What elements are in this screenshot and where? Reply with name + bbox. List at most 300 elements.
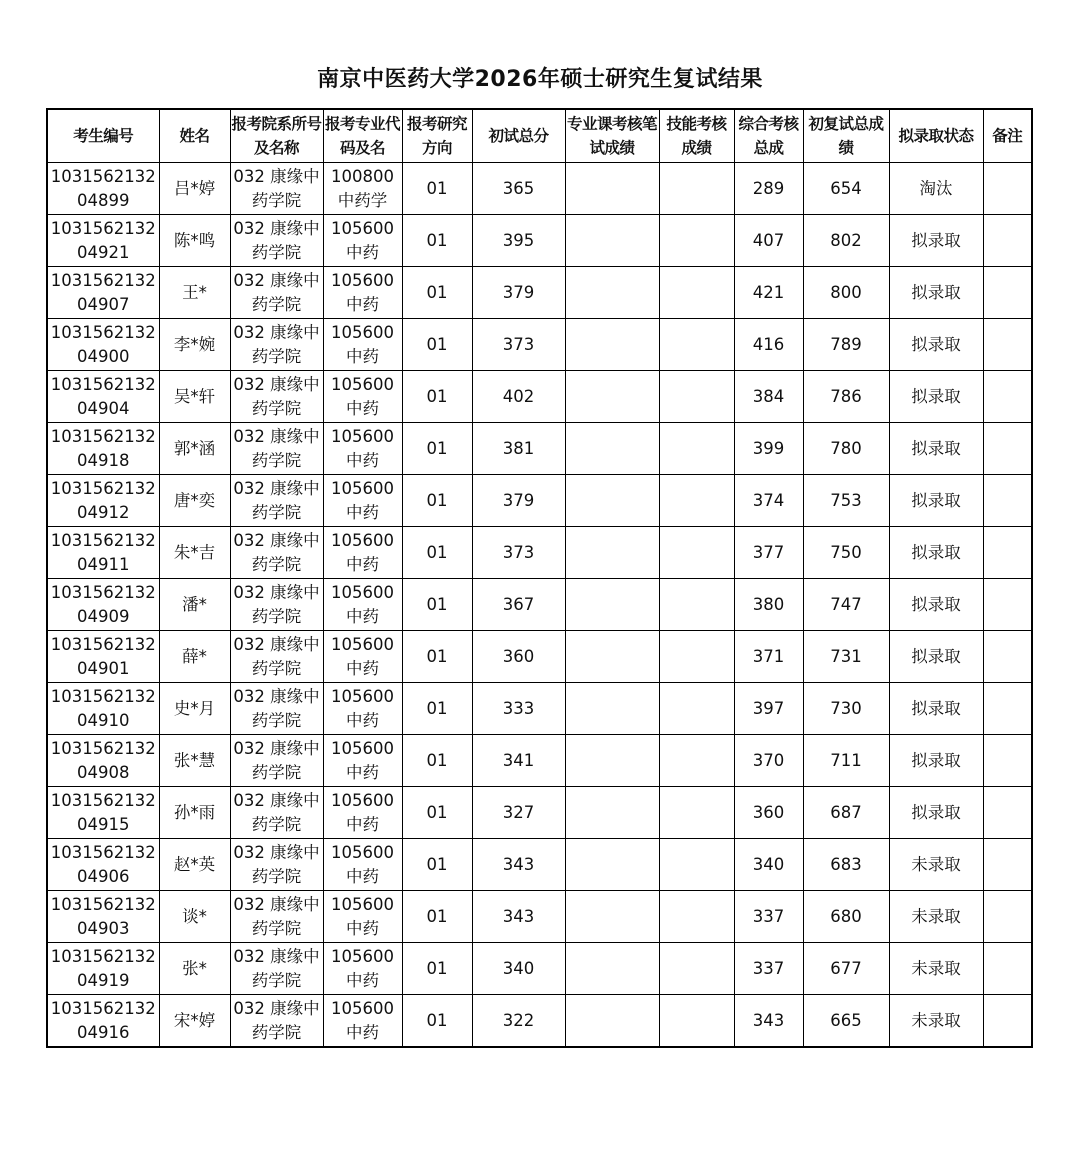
admission-status-cell [889,319,983,371]
major-cell-text-1: 105600 [331,842,394,862]
exam-id-cell [47,735,159,787]
total-score-cell-text: 711 [830,750,862,770]
direction-cell-text: 01 [426,646,448,666]
exam-id-cell-text-2: 04918 [77,450,130,470]
major-cell-text-2: 中药 [346,814,379,834]
admission-status-cell-text: 拟录取 [911,594,961,614]
exam-id-cell-text-1: 1031562132 [50,270,156,290]
table-row [47,475,1032,527]
comprehensive-score-cell [734,839,803,891]
admission-status-cell [889,995,983,1048]
skill-score-cell [659,631,734,683]
major-cell [323,995,402,1048]
direction-cell [402,683,472,735]
exam-id-cell [47,475,159,527]
comprehensive-score-cell-text: 374 [752,490,785,510]
written-score-cell [565,683,659,735]
table-row [47,163,1032,215]
header-remark [983,109,1032,163]
name-cell-text: 张*慧 [173,750,216,770]
header-comprehensive-score-label: 综合考核总成 [738,115,799,157]
admission-status-cell-text: 未录取 [911,854,961,874]
department-cell-text-2: 药学院 [251,606,302,626]
header-row [47,109,1032,163]
direction-cell-text: 01 [426,854,448,874]
remark-cell [983,839,1032,891]
total-score-cell [803,475,889,527]
prelim-score-cell [472,527,565,579]
skill-score-cell [659,371,734,423]
skill-score-cell [659,943,734,995]
major-cell-text-2: 中药 [346,866,379,886]
major-cell-text-1: 105600 [331,374,394,394]
direction-cell-text: 01 [426,230,448,250]
header-written-score-label: 专业课考核笔试成绩 [566,115,657,157]
admission-status-cell [889,215,983,267]
written-score-cell [565,995,659,1048]
department-cell-text-1: 032 康缘中 [233,270,320,290]
name-cell [159,787,230,839]
exam-id-cell-text-2: 04900 [77,346,130,366]
department-cell-text-1: 032 康缘中 [233,218,320,238]
exam-id-cell [47,631,159,683]
department-cell [230,423,323,475]
comprehensive-score-cell [734,943,803,995]
direction-cell-text: 01 [426,282,448,302]
written-score-cell [565,735,659,787]
exam-id-cell-text-2: 04899 [77,190,130,210]
comprehensive-score-cell-text: 397 [752,698,785,718]
prelim-score-cell-text: 373 [502,334,535,354]
prelim-score-cell [472,579,565,631]
admission-status-cell-text: 拟录取 [911,334,961,354]
comprehensive-score-cell [734,787,803,839]
name-cell-text: 谈* [182,906,207,926]
exam-id-cell-text-2: 04908 [77,762,130,782]
comprehensive-score-cell [734,319,803,371]
department-cell [230,579,323,631]
total-score-cell [803,891,889,943]
table-row [47,215,1032,267]
major-cell [323,787,402,839]
remark-cell [983,735,1032,787]
exam-id-cell-text-1: 1031562132 [50,582,156,602]
comprehensive-score-cell-text: 360 [752,802,785,822]
comprehensive-score-cell-text: 380 [752,594,785,614]
comprehensive-score-cell [734,423,803,475]
exam-id-cell [47,423,159,475]
total-score-cell [803,839,889,891]
major-cell-text-1: 105600 [331,738,394,758]
admission-status-cell [889,787,983,839]
comprehensive-score-cell-text: 384 [752,386,785,406]
direction-cell [402,371,472,423]
major-cell-text-1: 105600 [331,894,394,914]
table-header [47,109,1032,163]
department-cell-text-2: 药学院 [251,814,302,834]
written-score-cell [565,423,659,475]
admission-status-cell [889,839,983,891]
exam-id-cell [47,163,159,215]
major-cell [323,215,402,267]
written-score-cell [565,163,659,215]
major-cell [323,943,402,995]
exam-id-cell-text-2: 04909 [77,606,130,626]
direction-cell-text: 01 [426,1010,448,1030]
department-cell-text-1: 032 康缘中 [233,426,320,446]
remark-cell [983,631,1032,683]
total-score-cell [803,735,889,787]
remark-cell [983,527,1032,579]
prelim-score-cell [472,371,565,423]
written-score-cell [565,579,659,631]
major-cell-text-2: 中药 [346,450,379,470]
skill-score-cell [659,423,734,475]
header-remark-label: 备注 [992,127,1023,145]
major-cell [323,423,402,475]
header-total-score [803,109,889,163]
name-cell-text: 张* [182,958,207,978]
comprehensive-score-cell [734,579,803,631]
written-score-cell [565,527,659,579]
name-cell [159,423,230,475]
major-cell-text-2: 中药 [346,502,379,522]
name-cell [159,631,230,683]
direction-cell [402,475,472,527]
total-score-cell [803,943,889,995]
total-score-cell-text: 680 [830,906,862,926]
direction-cell-text: 01 [426,750,448,770]
name-cell-text: 郭*涵 [173,438,216,458]
major-cell [323,579,402,631]
skill-score-cell [659,683,734,735]
exam-id-cell-text-2: 04904 [77,398,130,418]
header-admission-status-label: 拟录取状态 [898,127,974,145]
name-cell-text: 吴*轩 [173,386,216,406]
admission-status-cell-text: 拟录取 [911,646,961,666]
name-cell-text: 朱*吉 [173,542,216,562]
header-prelim-score-label: 初试总分 [488,127,549,145]
written-score-cell [565,215,659,267]
remark-cell [983,787,1032,839]
prelim-score-cell [472,215,565,267]
header-skill-score [659,109,734,163]
exam-id-cell-text-1: 1031562132 [50,426,156,446]
exam-id-cell-text-2: 04912 [77,502,130,522]
prelim-score-cell [472,683,565,735]
department-cell [230,683,323,735]
exam-id-cell-text-2: 04903 [77,918,130,938]
major-cell-text-2: 中药 [346,658,379,678]
remark-cell [983,995,1032,1048]
admission-status-cell [889,631,983,683]
comprehensive-score-cell-text: 337 [752,906,785,926]
department-cell [230,735,323,787]
header-direction-label: 报考研究方向 [406,115,467,157]
major-cell-text-1: 105600 [331,218,394,238]
direction-cell-text: 01 [426,802,448,822]
direction-cell [402,631,472,683]
direction-cell [402,267,472,319]
written-score-cell [565,787,659,839]
department-cell-text-1: 032 康缘中 [233,634,320,654]
major-cell-text-1: 100800 [331,166,394,186]
total-score-cell-text: 750 [830,542,862,562]
name-cell [159,579,230,631]
comprehensive-score-cell [734,215,803,267]
department-cell [230,839,323,891]
department-cell-text-1: 032 康缘中 [233,374,320,394]
written-score-cell [565,943,659,995]
major-cell-text-2: 中药 [346,242,379,262]
header-name [159,109,230,163]
admission-status-cell [889,371,983,423]
major-cell [323,631,402,683]
header-department-label: 报考院系所号及名称 [231,115,322,157]
department-cell-text-1: 032 康缘中 [233,166,320,186]
exam-id-cell-text-1: 1031562132 [50,686,156,706]
comprehensive-score-cell [734,371,803,423]
prelim-score-cell-text: 340 [502,958,535,978]
table-row [47,371,1032,423]
prelim-score-cell [472,943,565,995]
skill-score-cell [659,267,734,319]
comprehensive-score-cell-text: 371 [752,646,785,666]
department-cell-text-1: 032 康缘中 [233,790,320,810]
header-exam-id-label: 考生编号 [73,127,134,145]
department-cell [230,891,323,943]
table-row [47,579,1032,631]
department-cell [230,943,323,995]
exam-id-cell [47,371,159,423]
prelim-score-cell-text: 379 [502,282,535,302]
exam-id-cell [47,683,159,735]
major-cell-text-2: 中药学 [337,190,388,210]
exam-id-cell-text-2: 04921 [77,242,130,262]
total-score-cell-text: 654 [830,178,862,198]
direction-cell [402,579,472,631]
remark-cell [983,371,1032,423]
direction-cell [402,891,472,943]
written-score-cell [565,319,659,371]
department-cell [230,787,323,839]
major-cell [323,371,402,423]
remark-cell [983,423,1032,475]
name-cell [159,891,230,943]
table-row [47,787,1032,839]
exam-id-cell-text-2: 04916 [77,1022,130,1042]
header-written-score [565,109,659,163]
header-department [230,109,323,163]
direction-cell [402,787,472,839]
total-score-cell [803,423,889,475]
direction-cell [402,735,472,787]
admission-status-cell [889,423,983,475]
total-score-cell-text: 802 [830,230,862,250]
comprehensive-score-cell-text: 377 [752,542,785,562]
skill-score-cell [659,787,734,839]
total-score-cell [803,787,889,839]
comprehensive-score-cell-text: 337 [752,958,785,978]
remark-cell [983,267,1032,319]
remark-cell [983,215,1032,267]
direction-cell-text: 01 [426,178,448,198]
prelim-score-cell [472,319,565,371]
department-cell-text-1: 032 康缘中 [233,998,320,1018]
total-score-cell [803,579,889,631]
major-cell-text-2: 中药 [346,762,379,782]
department-cell-text-2: 药学院 [251,1022,302,1042]
remark-cell [983,683,1032,735]
department-cell-text-2: 药学院 [251,190,302,210]
admission-status-cell-text: 淘汰 [919,178,953,198]
name-cell-text: 李*婉 [173,334,216,354]
department-cell-text-1: 032 康缘中 [233,582,320,602]
major-cell-text-2: 中药 [346,554,379,574]
written-score-cell [565,371,659,423]
prelim-score-cell [472,995,565,1048]
admission-status-cell-text: 拟录取 [911,542,961,562]
name-cell [159,371,230,423]
department-cell-text-2: 药学院 [251,294,302,314]
table-row [47,527,1032,579]
written-score-cell [565,267,659,319]
direction-cell-text: 01 [426,334,448,354]
header-skill-score-label: 技能考核成绩 [666,115,727,157]
direction-cell [402,319,472,371]
direction-cell [402,527,472,579]
direction-cell [402,215,472,267]
direction-cell-text: 01 [426,490,448,510]
department-cell-text-1: 032 康缘中 [233,478,320,498]
direction-cell-text: 01 [426,386,448,406]
department-cell [230,631,323,683]
header-name-label: 姓名 [179,127,210,145]
total-score-cell [803,527,889,579]
exam-id-cell [47,995,159,1048]
admission-status-cell-text: 拟录取 [911,282,961,302]
total-score-cell-text: 665 [830,1010,862,1030]
exam-id-cell [47,787,159,839]
prelim-score-cell [472,735,565,787]
admission-status-cell [889,683,983,735]
exam-id-cell [47,891,159,943]
header-admission-status [889,109,983,163]
total-score-cell-text: 731 [830,646,862,666]
header-major-label: 报考专业代码及名 [324,115,400,157]
major-cell [323,891,402,943]
skill-score-cell [659,475,734,527]
table-body [47,163,1032,1048]
department-cell-text-2: 药学院 [251,866,302,886]
major-cell-text-1: 105600 [331,790,394,810]
prelim-score-cell-text: 341 [502,750,535,770]
prelim-score-cell-text: 333 [502,698,535,718]
results-table [46,108,1033,1048]
department-cell-text-1: 032 康缘中 [233,686,320,706]
written-score-cell [565,891,659,943]
major-cell [323,527,402,579]
name-cell [159,319,230,371]
page-title: 南京中医药大学2026年硕士研究生复试结果 [317,67,763,92]
department-cell-text-2: 药学院 [251,450,302,470]
prelim-score-cell-text: 367 [502,594,535,614]
name-cell-text: 赵*英 [173,854,216,874]
exam-id-cell [47,943,159,995]
skill-score-cell [659,319,734,371]
name-cell-text: 陈*鸣 [173,230,216,250]
total-score-cell [803,319,889,371]
total-score-cell [803,631,889,683]
table-row [47,319,1032,371]
total-score-cell-text: 800 [830,282,862,302]
department-cell-text-1: 032 康缘中 [233,738,320,758]
admission-status-cell [889,735,983,787]
admission-status-cell-text: 拟录取 [911,386,961,406]
major-cell-text-1: 105600 [331,998,394,1018]
admission-status-cell [889,943,983,995]
skill-score-cell [659,163,734,215]
comprehensive-score-cell-text: 289 [752,178,785,198]
major-cell-text-1: 105600 [331,946,394,966]
department-cell-text-2: 药学院 [251,918,302,938]
comprehensive-score-cell-text: 407 [752,230,785,250]
major-cell-text-2: 中药 [346,1022,379,1042]
exam-id-cell-text-1: 1031562132 [50,322,156,342]
comprehensive-score-cell-text: 340 [752,854,785,874]
name-cell [159,475,230,527]
written-score-cell [565,839,659,891]
header-total-score-label: 初复试总成绩 [808,115,884,157]
prelim-score-cell-text: 322 [502,1010,535,1030]
prelim-score-cell [472,631,565,683]
exam-id-cell-text-1: 1031562132 [50,218,156,238]
written-score-cell [565,631,659,683]
skill-score-cell [659,215,734,267]
department-cell [230,163,323,215]
department-cell-text-2: 药学院 [251,710,302,730]
department-cell-text-2: 药学院 [251,398,302,418]
table-row [47,267,1032,319]
total-score-cell-text: 786 [830,386,862,406]
major-cell-text-2: 中药 [346,918,379,938]
remark-cell [983,579,1032,631]
name-cell-text: 王* [182,282,207,302]
department-cell [230,475,323,527]
admission-status-cell-text: 拟录取 [911,750,961,770]
prelim-score-cell-text: 402 [502,386,535,406]
comprehensive-score-cell-text: 416 [752,334,785,354]
prelim-score-cell-text: 343 [502,854,535,874]
prelim-score-cell [472,475,565,527]
name-cell [159,527,230,579]
total-score-cell-text: 780 [830,438,862,458]
prelim-score-cell-text: 379 [502,490,535,510]
department-cell [230,995,323,1048]
prelim-score-cell-text: 381 [502,438,535,458]
total-score-cell [803,267,889,319]
department-cell-text-2: 药学院 [251,502,302,522]
remark-cell [983,475,1032,527]
written-score-cell [565,475,659,527]
direction-cell [402,839,472,891]
exam-id-cell-text-2: 04919 [77,970,130,990]
name-cell [159,943,230,995]
name-cell-text: 潘* [182,594,207,614]
exam-id-cell-text-1: 1031562132 [50,738,156,758]
major-cell-text-2: 中药 [346,710,379,730]
name-cell-text: 吕*婷 [173,178,216,198]
